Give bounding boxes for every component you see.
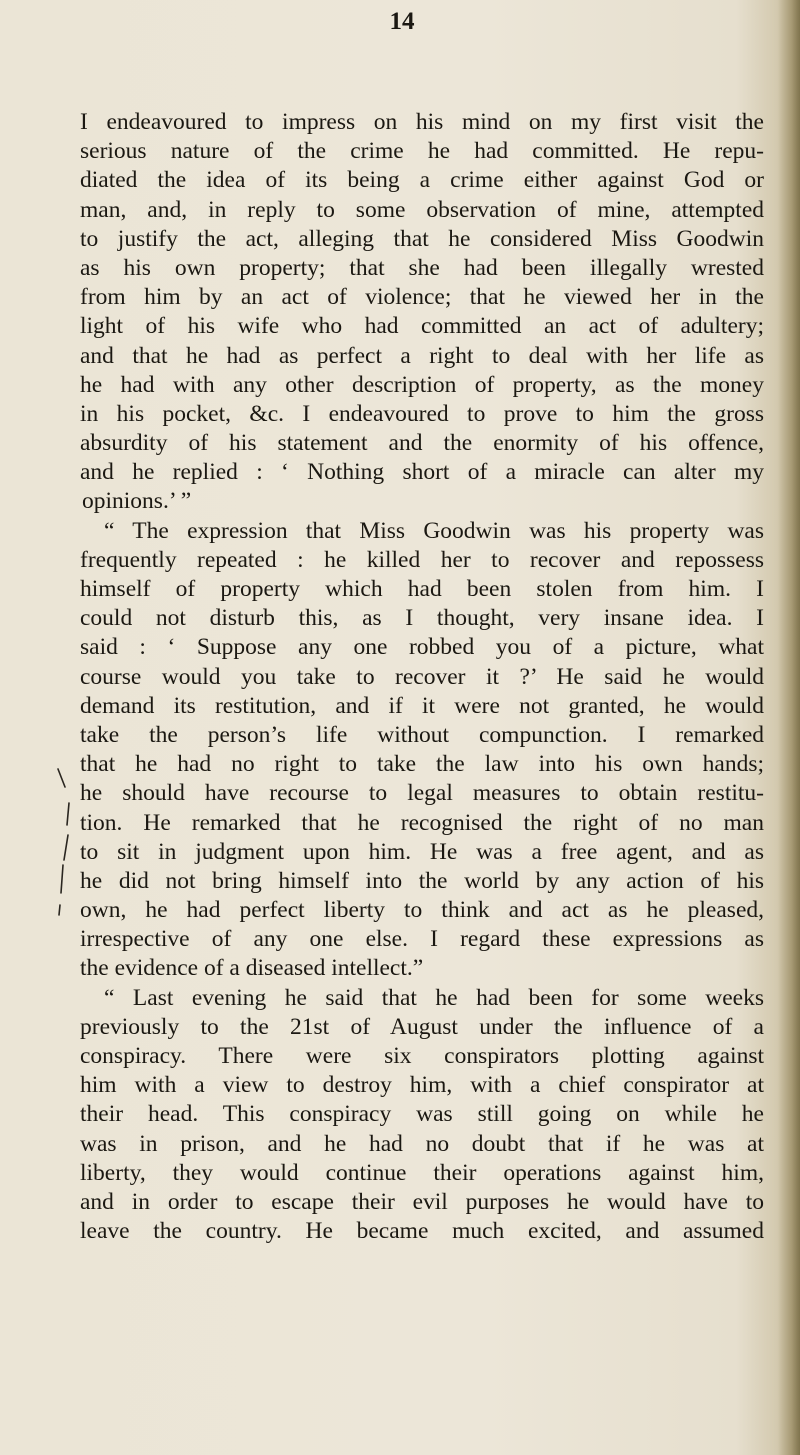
text-line: own, he had perfect liberty to think and act as he pleased, [80,897,764,924]
text-line: as his own property; that she had been illegally wrested [80,254,764,281]
text-line: leave the country. He became much excited, and assumed [80,1218,764,1245]
text-line: that he had no right to take the law into his own hands; [80,751,764,778]
text-line: frequently repeated : he killed her to recover and repossess [80,546,764,573]
text-line: irrespective of any one else. I regard these expressions as [80,926,764,953]
text-line: could not disturb this, as I thought, very insane idea. I [80,605,764,632]
text-line: light of his wife who had committed an act of adultery; [80,313,764,340]
text-line: conspiracy. There were six conspirators plotting against [80,1043,764,1069]
text-line: man, and, in reply to some observation of mine, attempted [80,196,764,223]
paragraph-start-line: “ The expression that Miss Goodwin was his property was [104,517,764,544]
text-line: previously to the 21st of August under the influence of a [80,1013,764,1040]
text-line: opinions.’ ” [82,488,192,515]
text-line: and that he had as perfect a right to deal with her life as [80,342,764,369]
text-line: tion. He remarked that he recognised the right of no man [80,809,764,836]
text-line: him with a view to destroy him, with a chief conspirator at [80,1072,764,1099]
body-text [80,108,764,1246]
text-line: was in prison, and he had no doubt that if he was at [80,1130,764,1157]
text-line: take the person’s life without compunction. I remarked [80,721,764,748]
text-line: and in order to escape their evil purposes he would have to [80,1188,764,1215]
page-edge-shadow [778,0,800,1455]
text-line: serious nature of the crime he had committed. He repu- [80,138,764,165]
page-number: 14 [389,8,415,35]
text-line: the evidence of a diseased intellect.” [80,955,424,982]
text-line: himself of property which had been stolen from him. I [80,576,764,602]
text-line: he did not bring himself into the world by any action of his [80,867,764,894]
text-line: he had with any other description of property, as the money [80,371,764,398]
text-line: their head. This conspiracy was still going on while he [80,1101,764,1128]
text-line: from him by an act of violence; that he viewed her in the [80,284,764,311]
text-line: in his pocket, &c. I endeavoured to prove to him the gross [80,400,764,427]
text-line: course would you take to recover it ?’ He said he would [80,663,764,690]
text-line: diated the idea of its being a crime either against God or [80,167,764,194]
paragraph-start-line: “ Last evening he said that he had been for some weeks [104,984,764,1011]
text-line: to sit in judgment upon him. He was a free agent, and as [80,838,764,865]
text-line: absurdity of his statement and the enormity of his offence, [80,430,764,457]
text-line: to justify the act, alleging that he considered Miss Goodwin [80,225,764,252]
margin-pencil-mark [55,765,75,975]
text-line: I endeavoured to impress on his mind on my first visit the [80,109,764,135]
text-line: liberty, they would continue their operations against him, [80,1159,764,1186]
text-line: said : ‘ Suppose any one robbed you of a picture, what [80,634,764,661]
text-line: and he replied : ‘ Nothing short of a miracle can alter my [80,459,764,486]
text-line: demand its restitution, and if it were not granted, he would [80,692,764,719]
text-line: he should have recourse to legal measures to obtain restitu- [80,780,764,807]
